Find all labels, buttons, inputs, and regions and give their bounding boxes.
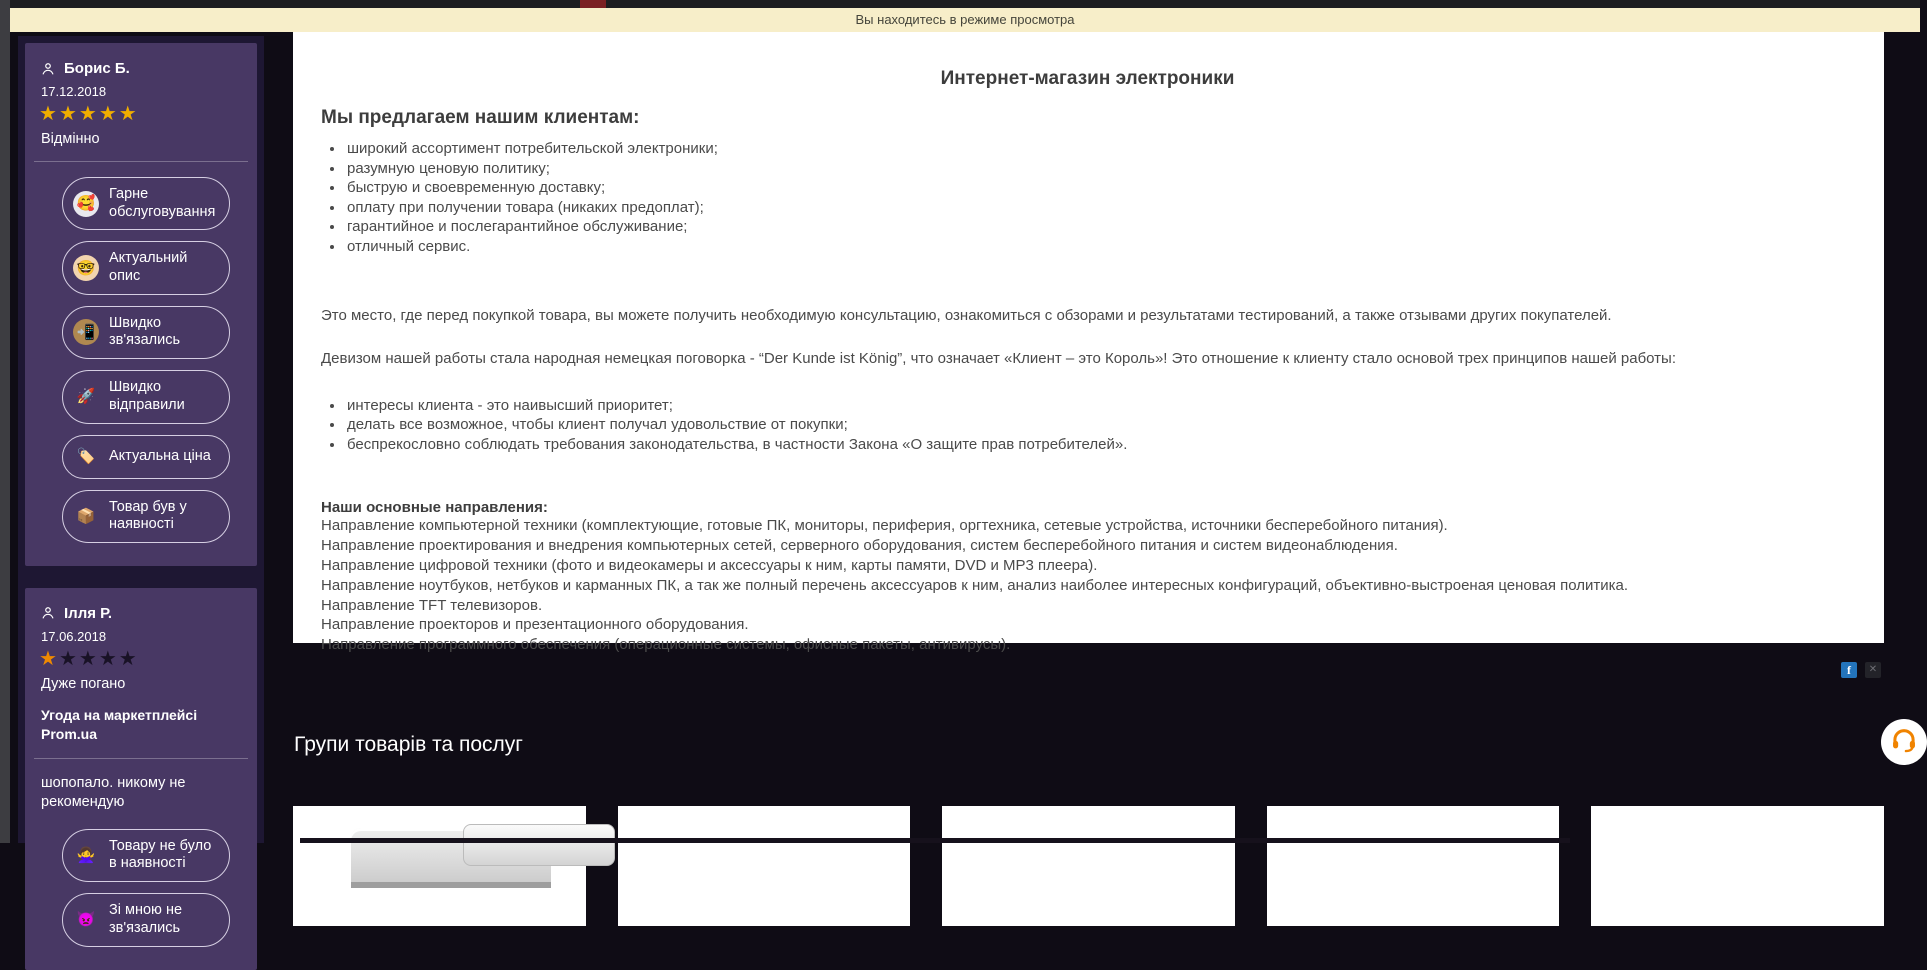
offer-item: • гарантийное и послегарантийное обслуживание;	[345, 217, 1854, 237]
share-row	[1841, 662, 1881, 678]
product-group-card[interactable]	[1267, 806, 1560, 926]
window-top-edge	[0, 0, 1920, 8]
review-author-row	[40, 605, 244, 622]
offer-item: • отличный сервис.	[345, 237, 1854, 257]
star-icon: ★	[39, 103, 59, 125]
review-badge	[62, 306, 230, 359]
star-icon: ★	[78, 647, 99, 670]
person-icon	[40, 61, 56, 77]
angry-face-with-horns-icon: 👿	[76, 911, 96, 929]
review-author: Борис Б.	[64, 60, 130, 77]
divider	[34, 161, 248, 162]
offer-item: • широкий ассортимент потребительской электроники;	[345, 139, 1854, 159]
badge-label: Актуальна ціна	[109, 447, 211, 464]
offer-heading: Мы предлагаем нашим клиентам:	[321, 107, 640, 128]
about-store-panel	[293, 32, 1884, 654]
consultation-paragraph: Это место, где перед покупкой товара, вы можете получить необходимую консультацию, ознакомиться с обзорами и результатами тестирований, а также отзывами других покупателей.	[321, 306, 1612, 324]
divider	[34, 758, 248, 759]
direction-line: Направление цифровой техники (фото и видеокамеры и аксессуары к ним, карты памяти, DVD и MP3 плеера).	[321, 556, 1098, 574]
review-badge	[62, 829, 230, 882]
mobile-phone-with-arrow-icon: 📲	[73, 319, 99, 345]
product-groups-row	[293, 806, 1884, 926]
star-rating	[39, 103, 244, 125]
nerd-face-icon: 🤓	[73, 255, 99, 281]
badge-label: Товару не було в наявності	[109, 837, 212, 872]
x-share-icon[interactable]: ✕	[1865, 662, 1881, 678]
review-comment: шопопало. никому не рекомендую	[41, 774, 186, 811]
principles-list	[345, 396, 1854, 455]
review-date: 17.06.2018	[41, 628, 107, 644]
rocket-icon: 🚀	[76, 388, 96, 406]
offer-item: • разумную ценовую политику;	[345, 159, 1854, 179]
review-badge	[62, 177, 230, 230]
direction-line: Направление ноутбуков, нетбуков и карманных ПК, а так же полный перечень аксессуаров к ним, анализ наиболее интересных конфигураций, объективно-выстроеная ценовая политика.	[321, 576, 1629, 594]
direction-line: Направление проекторов и презентационного оборудования.	[321, 616, 749, 634]
top-edge-artifact	[580, 0, 606, 8]
person-icon	[40, 605, 56, 621]
review-author: Ілля Р.	[64, 604, 113, 622]
star-icon: ★	[78, 103, 99, 125]
label-tag-icon: 🏷️	[76, 448, 96, 465]
person-gesturing-no-icon: 🙅‍♀️	[76, 846, 96, 864]
star-rating	[39, 648, 244, 670]
laptop-product-image	[351, 828, 551, 888]
direction-line: Направление TFT телевизоров.	[321, 596, 543, 614]
review-card	[25, 43, 257, 566]
badge-label: Гарне обслуговування	[109, 186, 216, 220]
headset-icon	[1890, 726, 1918, 759]
star-icon: ★	[58, 647, 79, 670]
review-badge	[62, 893, 230, 946]
principle-item: • интересы клиента - это наивысший приоритет;	[345, 396, 1854, 416]
star-icon: ★	[39, 647, 59, 670]
badge-label: Зі мною не зв'язались	[109, 902, 183, 936]
principle-item: • делать все возможное, чтобы клиент получал удовольствие от покупки;	[345, 415, 1854, 435]
window-left-edge	[0, 0, 10, 843]
badge-label: Швидко відправили	[109, 379, 185, 413]
star-icon: ★	[98, 647, 119, 670]
view-mode-notice	[10, 8, 1920, 32]
review-badge	[62, 490, 230, 543]
star-icon: ★	[98, 103, 119, 125]
star-icon: ★	[118, 103, 139, 125]
review-badge	[62, 241, 230, 294]
review-badge	[62, 370, 230, 423]
offer-list	[345, 139, 1854, 257]
view-mode-notice-text: Вы находитесь в режиме просмотра	[855, 12, 1075, 27]
star-icon: ★	[58, 103, 79, 125]
directions-heading: Наши основные направления:	[321, 499, 548, 517]
support-chat-button[interactable]	[1881, 719, 1927, 765]
page-title: Интернет-магазин электроники	[940, 68, 1235, 89]
product-group-card[interactable]	[1591, 806, 1884, 926]
product-groups-heading: Групи товарів та послуг	[294, 733, 523, 756]
direction-line: Направление компьютерной техники (комплектующие, готовые ПК, мониторы, периферия, оргтехника, сетевые устройства, источники бесперебойного питания).	[321, 517, 1448, 535]
principle-item: • беспрекословно соблюдать требования законодательства, в частности Закона «О защите прав потребителей».	[345, 435, 1854, 455]
review-date: 17.12.2018	[41, 84, 107, 99]
smiling-face-with-hearts-icon: 🥰	[73, 191, 99, 217]
badge-label: Товар був у наявності	[109, 498, 187, 533]
review-badge	[62, 435, 230, 479]
badge-label: Актуальний опис	[109, 250, 188, 285]
offer-item: • оплату при получении товара (никаких предоплат);	[345, 198, 1854, 218]
rating-label: Відмінно	[41, 131, 100, 147]
review-author-row	[40, 60, 244, 77]
product-group-card[interactable]	[618, 806, 911, 926]
horizontal-scrollbar[interactable]	[300, 838, 1570, 843]
marketplace-note: Угода на маркетплейсі Prom.ua	[41, 706, 198, 742]
motto-paragraph: Девизом нашей работы стала народная немецкая поговорка - “Der Kunde ist König”, что означает «Клиент – это Король»! Это отношение к клиенту стало основой трех принципов нашей работы:	[321, 350, 1676, 368]
star-icon: ★	[118, 647, 139, 670]
reviews-sidebar	[18, 36, 264, 936]
direction-line: Направление программного обеспечения (операционные системы, офисные пакеты, антивирусы).	[321, 636, 1011, 654]
facebook-share-icon[interactable]: f	[1841, 662, 1857, 678]
package-icon: 📦	[76, 507, 96, 525]
product-group-card[interactable]	[942, 806, 1235, 926]
product-group-card[interactable]	[293, 806, 586, 926]
rating-label: Дуже погано	[41, 675, 126, 692]
offer-item: • быструю и своевременную доставку;	[345, 178, 1854, 198]
review-card	[25, 588, 257, 970]
direction-line: Направление проектирования и внедрения компьютерных сетей, серверного оборудования, систем бесперебойного питания и систем видеонаблюдения.	[321, 537, 1398, 555]
badge-label: Швидко зв'язались	[109, 314, 181, 349]
